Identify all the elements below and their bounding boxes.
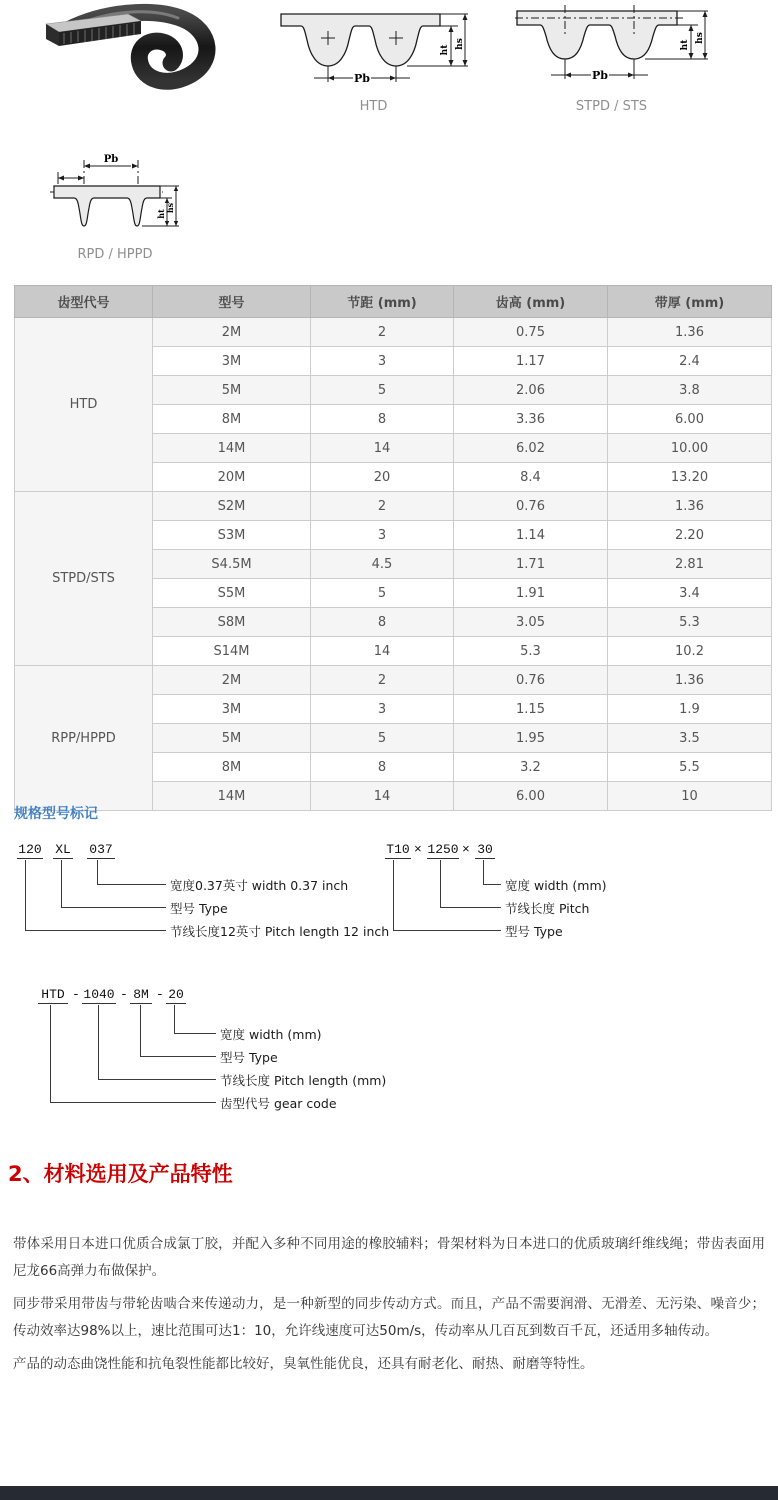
table-cell: 6.00	[454, 782, 608, 811]
table-cell: 8.4	[454, 463, 608, 492]
notation-token: 20	[166, 987, 186, 1004]
table-cell: 10	[608, 782, 772, 811]
notation-token: HTD	[38, 987, 68, 1004]
notation-token: T10	[386, 842, 410, 857]
notation-metric	[385, 838, 775, 938]
table-cell: 3.36	[454, 405, 608, 434]
table-cell: 0.75	[454, 318, 608, 347]
belt-photo	[28, 2, 233, 90]
table-cell: 1.71	[454, 550, 608, 579]
notation-label: 节线长度 Pitch length (mm)	[220, 1073, 387, 1088]
table-cell: 1.36	[608, 666, 772, 695]
table-cell: 3	[311, 695, 454, 724]
table-header-row	[15, 286, 772, 318]
table-cell: 5.5	[608, 753, 772, 782]
table-cell: 1.17	[454, 347, 608, 376]
table-cell: 8	[311, 753, 454, 782]
gear-code-cell: RPP/HPPD	[15, 666, 153, 811]
paragraph-material: 带体采用日本进口优质合成氯丁胶，并配入多种不同用途的橡胶辅料；骨架材料为日本进口的优质玻璃纤维线绳；带齿表面用尼龙66高弹力布做保护。	[13, 1235, 765, 1279]
notation-token: 1040	[83, 987, 115, 1002]
rpd-dim-ht: ht	[156, 209, 166, 219]
table-cell: 3.4	[608, 579, 772, 608]
htd-dim-hs: hs	[455, 38, 465, 50]
table-cell: 6.00	[608, 405, 772, 434]
gear-code-cell: STPD/STS	[15, 492, 153, 666]
notation-label: 型号 Type	[505, 924, 563, 939]
notation-token: XL	[53, 842, 73, 859]
table-row	[15, 318, 772, 347]
notation-label: 宽度 width (mm)	[220, 1027, 322, 1042]
table-cell: 13.20	[608, 463, 772, 492]
rpd-profile-diagram	[50, 152, 180, 240]
rpd-dim-pb: Pb	[103, 154, 119, 165]
connector-line	[25, 860, 166, 931]
notation-token: 1250	[427, 842, 459, 857]
table-cell: 10.00	[608, 434, 772, 463]
table-cell: S8M	[153, 608, 311, 637]
table-cell: 5M	[153, 376, 311, 405]
notation-separator: -	[72, 987, 80, 1002]
column-header: 型号	[153, 286, 311, 318]
notation-separator: ×	[414, 842, 422, 857]
paragraph-transmission: 同步带采用带齿与带轮齿啮合来传递动力，是一种新型的同步传动方式。而且，产品不需要润滑、无滑差、无污染、噪音少；传动效率达98%以上，速比范围可达1：10，允许线速度可达50m/s，传动率从几百瓦到数百千瓦，还适用多轴传动。	[13, 1295, 765, 1339]
rpd-dim-hs: hs	[165, 202, 175, 214]
table-cell: 1.14	[454, 521, 608, 550]
table-cell: 8M	[153, 405, 311, 434]
column-header: 齿型代号	[15, 286, 153, 318]
table-row	[15, 492, 772, 521]
table-cell: 1.15	[454, 695, 608, 724]
stpd-dim-hs: hs	[695, 32, 705, 44]
htd-caption: HTD	[359, 99, 388, 114]
table-cell: 1.91	[454, 579, 608, 608]
table-cell: 14	[311, 637, 454, 666]
table-cell: 20M	[153, 463, 311, 492]
table-cell: 3.05	[454, 608, 608, 637]
htd-dim-ht: ht	[440, 44, 450, 56]
table-cell: 5M	[153, 724, 311, 753]
stpd-caption: STPD / STS	[575, 99, 648, 114]
notation-label: 型号 Type	[220, 1050, 278, 1065]
table-cell: 3M	[153, 695, 311, 724]
stpd-dim-pb: Pb	[592, 69, 608, 82]
table-cell: 8M	[153, 753, 311, 782]
section-heading: 2、材料选用及产品特性	[8, 1162, 233, 1186]
table-cell: 2M	[153, 666, 311, 695]
table-cell: 5	[311, 376, 454, 405]
table-cell: 5	[311, 724, 454, 753]
notation-label: 齿型代号 gear code	[220, 1096, 337, 1111]
notation-coded	[30, 983, 490, 1118]
connector-line	[393, 860, 501, 931]
table-cell: 14	[311, 434, 454, 463]
table-cell: 14M	[153, 782, 311, 811]
stpd-profile-diagram	[513, 5, 710, 93]
table-cell: 3	[311, 521, 454, 550]
paragraph-durability: 产品的动态曲饶性能和抗龟裂性能都比较好，臭氧性能优良，还具有耐老化、耐热、耐磨等特性。	[13, 1355, 594, 1372]
column-header: 齿高 (mm)	[454, 286, 608, 318]
table-cell: 0.76	[454, 492, 608, 521]
column-header: 带厚 (mm)	[608, 286, 772, 318]
table-cell: S3M	[153, 521, 311, 550]
spec-table-body	[15, 318, 772, 811]
table-cell: 1.36	[608, 318, 772, 347]
htd-dim-pb: Pb	[354, 72, 370, 85]
table-cell: 2.81	[608, 550, 772, 579]
table-cell: S5M	[153, 579, 311, 608]
notation-label: 节线长度 Pitch	[505, 901, 590, 916]
htd-profile-diagram	[277, 8, 470, 96]
table-cell: S4.5M	[153, 550, 311, 579]
notation-label: 节线长度12英寸 Pitch length 12 inch	[170, 924, 390, 939]
table-cell: S2M	[153, 492, 311, 521]
table-cell: 3.8	[608, 376, 772, 405]
rpd-caption: RPD / HPPD	[77, 247, 153, 262]
table-cell: 2M	[153, 318, 311, 347]
notation-token: 30	[475, 842, 495, 859]
notation-token: 037	[87, 842, 115, 859]
table-cell: 1.95	[454, 724, 608, 753]
table-cell: 5	[311, 579, 454, 608]
table-cell: 14	[311, 782, 454, 811]
table-cell: 14M	[153, 434, 311, 463]
table-cell: 5.3	[608, 608, 772, 637]
table-cell: 2	[311, 666, 454, 695]
table-cell: 3	[311, 347, 454, 376]
notation-separator: -	[120, 987, 128, 1002]
table-cell: 8	[311, 405, 454, 434]
table-cell: 2.20	[608, 521, 772, 550]
table-cell: 0.76	[454, 666, 608, 695]
table-cell: 3M	[153, 347, 311, 376]
table-row	[15, 666, 772, 695]
table-cell: 1.36	[608, 492, 772, 521]
spec-table	[14, 285, 772, 811]
connector-line	[50, 1005, 216, 1103]
table-cell: 8	[311, 608, 454, 637]
table-cell: 5.3	[454, 637, 608, 666]
notation-token: 8M	[130, 987, 152, 1004]
table-cell: S14M	[153, 637, 311, 666]
table-cell: 3.5	[608, 724, 772, 753]
table-cell: 2.06	[454, 376, 608, 405]
marking-section-title: 规格型号标记	[14, 806, 98, 822]
notation-separator: -	[156, 987, 164, 1002]
table-cell: 6.02	[454, 434, 608, 463]
table-cell: 20	[311, 463, 454, 492]
table-cell: 2	[311, 492, 454, 521]
table-cell: 4.5	[311, 550, 454, 579]
footer-bar	[0, 1486, 778, 1500]
table-cell: 1.9	[608, 695, 772, 724]
notation-token: 120	[18, 842, 42, 857]
stpd-dim-ht: ht	[680, 39, 690, 51]
table-cell: 3.2	[454, 753, 608, 782]
notation-label: 宽度0.37英寸 width 0.37 inch	[170, 878, 349, 893]
notation-label: 型号 Type	[170, 901, 228, 916]
table-cell: 2.4	[608, 347, 772, 376]
table-cell: 10.2	[608, 637, 772, 666]
table-cell: 2	[311, 318, 454, 347]
notation-separator: ×	[462, 842, 470, 857]
notation-inch	[15, 838, 390, 939]
column-header: 节距 (mm)	[311, 286, 454, 318]
gear-code-cell: HTD	[15, 318, 153, 492]
notation-label: 宽度 width (mm)	[505, 878, 607, 893]
